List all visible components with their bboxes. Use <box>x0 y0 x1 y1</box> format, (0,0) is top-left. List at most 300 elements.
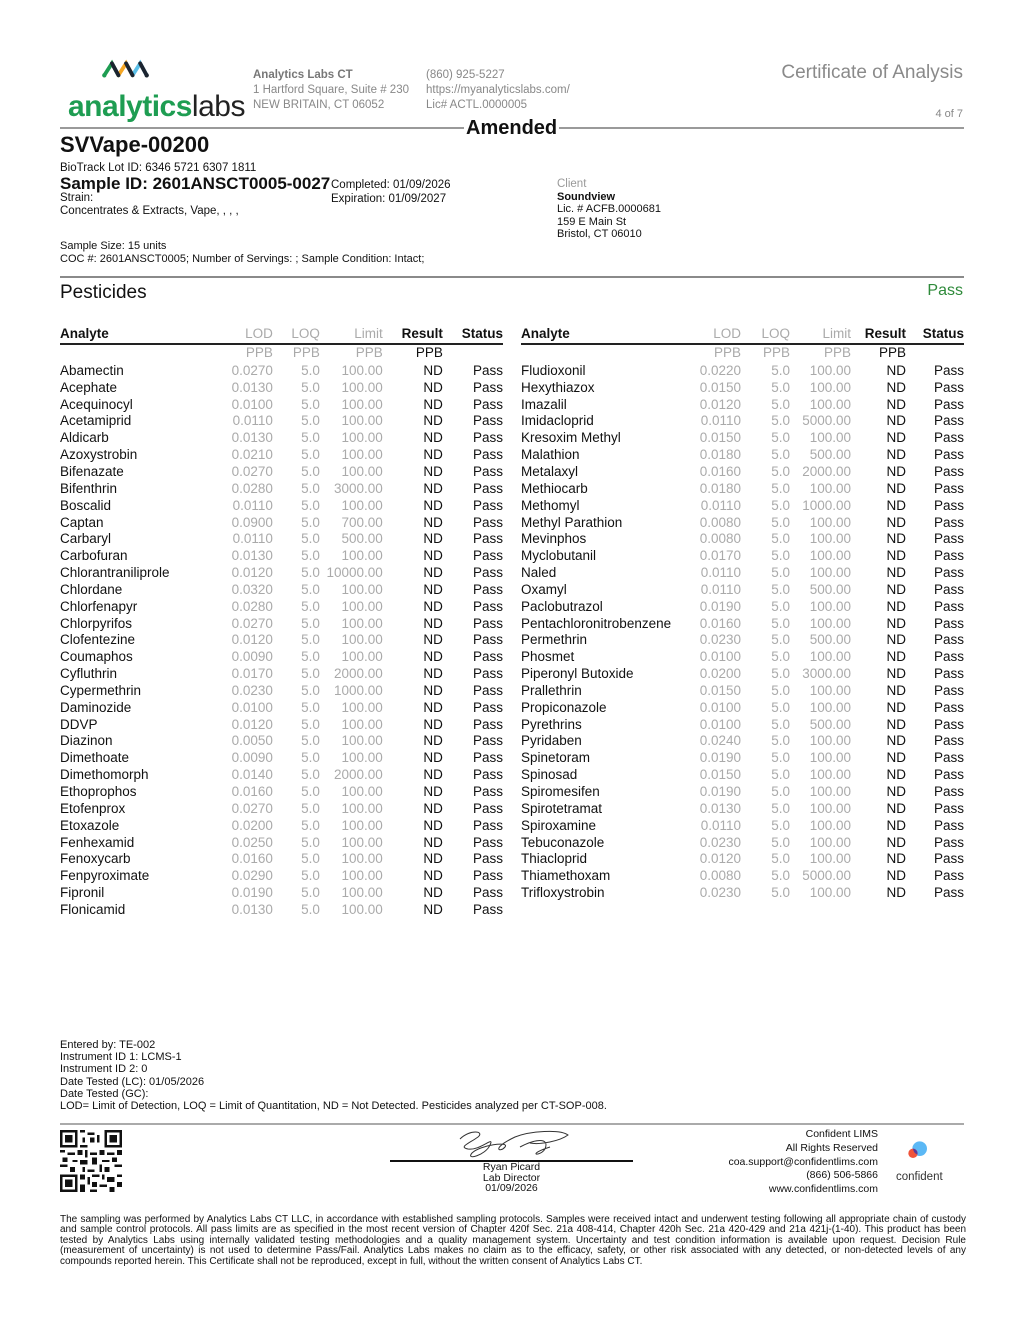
loq-value: 5.0 <box>301 699 320 715</box>
lod-value: 0.0180 <box>699 480 741 496</box>
table-row <box>60 362 503 379</box>
page-number: 4 of 7 <box>935 108 963 120</box>
unit-result: PPB <box>415 345 443 360</box>
result-value: ND <box>423 463 443 479</box>
status-value: Pass <box>472 447 503 463</box>
signer-title: Lab Director <box>482 1171 541 1184</box>
result-value: ND <box>886 649 906 665</box>
limit-value: 100.00 <box>809 851 851 867</box>
lod-value: 0.0110 <box>232 497 273 513</box>
limit-value: 100.00 <box>341 548 383 564</box>
table-row <box>521 514 964 531</box>
analyte-name: Thiacloprid <box>521 851 588 867</box>
limit-value: 100.00 <box>341 413 383 429</box>
loq-value: 5.0 <box>771 430 790 446</box>
confident-wordmark: confident <box>896 1171 943 1183</box>
status-value: Pass <box>472 682 503 698</box>
client-block <box>557 178 661 241</box>
analyte-name: Phosmet <box>521 649 575 665</box>
table-row <box>521 716 964 733</box>
header-limit: Limit <box>354 326 383 341</box>
lims-email-link[interactable]: coa.support@confidentlims.com <box>728 1155 878 1168</box>
loq-value: 5.0 <box>771 649 790 665</box>
loq-value: 5.0 <box>301 548 320 564</box>
lod-value: 0.0180 <box>699 447 741 463</box>
analyte-name: Oxamyl <box>521 581 567 597</box>
limit-value: 100.00 <box>809 800 851 816</box>
result-value: ND <box>423 514 443 530</box>
lod-value: 0.0080 <box>699 868 741 884</box>
result-value: ND <box>886 480 906 496</box>
table-units-row <box>60 345 503 362</box>
analyte-name: Pentachloronitrobenzene <box>521 615 672 631</box>
signature-date: 01/09/2026 <box>485 1182 538 1194</box>
result-value: ND <box>423 447 443 463</box>
limit-value: 100.00 <box>341 800 383 816</box>
table-row <box>60 632 503 649</box>
loq-value: 5.0 <box>771 581 790 597</box>
limit-value: 1000.00 <box>802 497 851 513</box>
lims-name: Confident LIMS <box>805 1128 878 1140</box>
status-value: Pass <box>933 514 964 530</box>
footer-divider <box>60 1123 964 1125</box>
loq-value: 5.0 <box>771 834 790 850</box>
lab-license: Lic# ACTL.0000005 <box>426 99 528 111</box>
analyte-name: Permethrin <box>521 632 588 648</box>
section-title: Pesticides <box>60 282 147 303</box>
status-value: Pass <box>933 531 964 547</box>
loq-value: 5.0 <box>771 447 790 463</box>
status-value: Pass <box>933 362 964 378</box>
table-row <box>60 530 503 547</box>
analyte-name: Fenoxycarb <box>60 851 131 867</box>
header-status: Status <box>922 326 964 341</box>
limit-value: 100.00 <box>809 682 851 698</box>
analyte-name: Fludioxonil <box>521 362 586 378</box>
analyte-name: Paclobutrazol <box>521 598 603 614</box>
lod-value: 0.0270 <box>231 800 273 816</box>
analyte-name: Acetamiprid <box>60 413 132 429</box>
lod-value: 0.0130 <box>231 901 273 917</box>
table-row <box>60 733 503 750</box>
limit-value: 100.00 <box>809 834 851 850</box>
amended-label: Amended <box>466 117 558 139</box>
limit-value: 100.00 <box>341 497 383 513</box>
status-value: Pass <box>933 615 964 631</box>
status-value: Pass <box>933 413 964 429</box>
limit-value: 100.00 <box>341 430 383 446</box>
status-value: Pass <box>933 565 964 581</box>
lod-value: 0.0100 <box>699 699 741 715</box>
status-value: Pass <box>472 531 503 547</box>
result-value: ND <box>886 430 906 446</box>
status-value: Pass <box>933 463 964 479</box>
result-value: ND <box>886 682 906 698</box>
analyte-name: Carbaryl <box>60 531 112 547</box>
analyte-name: Spirotetramat <box>521 800 603 816</box>
product-name: SVVape-00200 <box>60 132 210 157</box>
lod-value: 0.0130 <box>231 548 273 564</box>
result-value: ND <box>886 447 906 463</box>
table-row <box>521 632 964 649</box>
result-value: ND <box>886 733 906 749</box>
limit-value: 100.00 <box>341 632 383 648</box>
loq-value: 5.0 <box>771 817 790 833</box>
result-value: ND <box>423 885 443 901</box>
status-value: Pass <box>933 784 964 800</box>
lod-value: 0.0080 <box>699 531 741 547</box>
lod-value: 0.0250 <box>231 834 273 850</box>
limit-value: 500.00 <box>809 581 851 597</box>
limit-value: 100.00 <box>341 463 383 479</box>
analyte-name: Azoxystrobin <box>60 447 138 463</box>
limit-value: 100.00 <box>809 750 851 766</box>
table-row <box>60 800 503 817</box>
table-row <box>521 362 964 379</box>
table-row <box>60 497 503 514</box>
loq-value: 5.0 <box>301 480 320 496</box>
result-value: ND <box>886 767 906 783</box>
lod-value: 0.0090 <box>231 750 273 766</box>
lod-value: 0.0280 <box>231 598 273 614</box>
analyte-name: Spiromesifen <box>521 784 600 800</box>
result-value: ND <box>886 598 906 614</box>
lod-value: 0.0050 <box>231 733 273 749</box>
result-value: ND <box>423 598 443 614</box>
limit-value: 100.00 <box>341 581 383 597</box>
loq-value: 5.0 <box>301 834 320 850</box>
lod-value: 0.0120 <box>231 716 273 732</box>
limit-value: 100.00 <box>341 447 383 463</box>
signature-icon <box>450 1127 575 1162</box>
limit-value: 100.00 <box>809 514 851 530</box>
table-row <box>60 429 503 446</box>
table-row <box>521 733 964 750</box>
analyte-name: Fenhexamid <box>60 834 135 850</box>
signer-block <box>390 1162 633 1194</box>
loq-value: 5.0 <box>771 767 790 783</box>
table-row <box>521 682 964 699</box>
analyte-name: Diazinon <box>60 733 113 749</box>
lab-url-link[interactable]: https://myanalyticslabs.com/ <box>426 84 570 96</box>
result-value: ND <box>886 615 906 631</box>
status-value: Pass <box>472 885 503 901</box>
status-value: Pass <box>472 413 503 429</box>
loq-value: 5.0 <box>301 767 320 783</box>
analyte-name: Cyfluthrin <box>60 666 118 682</box>
lims-website-link[interactable]: www.confidentlims.com <box>768 1183 878 1196</box>
table-row <box>60 817 503 834</box>
result-value: ND <box>423 413 443 429</box>
loq-value: 5.0 <box>301 649 320 665</box>
table-row <box>60 413 503 430</box>
lod-value: 0.0110 <box>232 413 273 429</box>
lab-contact-block <box>426 68 570 113</box>
table-row <box>60 665 503 682</box>
limit-value: 2000.00 <box>802 463 851 479</box>
loq-value: 5.0 <box>301 396 320 412</box>
analyte-name: Bifenazate <box>60 463 124 479</box>
table-row <box>521 413 964 430</box>
biotrack-lot-id: BioTrack Lot ID: 6346 5721 6307 1811 <box>60 162 257 174</box>
table-row <box>521 379 964 396</box>
table-row <box>521 463 964 480</box>
table-row <box>60 699 503 716</box>
status-value: Pass <box>933 396 964 412</box>
lod-value: 0.0120 <box>699 851 741 867</box>
lod-value: 0.0190 <box>699 598 741 614</box>
loq-value: 5.0 <box>771 548 790 564</box>
status-value: Pass <box>472 598 503 614</box>
result-value: ND <box>886 565 906 581</box>
result-value: ND <box>886 362 906 378</box>
lod-value: 0.0110 <box>700 413 741 429</box>
client-address-2: Bristol, CT 06010 <box>557 228 642 240</box>
result-value: ND <box>423 615 443 631</box>
instrument-id-1: Instrument ID 1: LCMS-1 <box>60 1051 182 1064</box>
status-value: Pass <box>933 750 964 766</box>
header-result: Result <box>864 326 906 341</box>
lod-value: 0.0200 <box>699 666 741 682</box>
loq-value: 5.0 <box>771 868 790 884</box>
loq-value: 5.0 <box>771 497 790 513</box>
lod-value: 0.0230 <box>231 682 273 698</box>
loq-value: 5.0 <box>301 733 320 749</box>
status-value: Pass <box>933 581 964 597</box>
loq-value: 5.0 <box>301 497 320 513</box>
loq-value: 5.0 <box>301 430 320 446</box>
header-lod: LOD <box>713 326 741 341</box>
limit-value: 10000.00 <box>326 565 383 581</box>
analyte-name: Methomyl <box>521 497 580 513</box>
loq-value: 5.0 <box>301 851 320 867</box>
loq-value: 5.0 <box>771 885 790 901</box>
limit-value: 700.00 <box>341 514 383 530</box>
limit-value: 100.00 <box>341 379 383 395</box>
lims-rights: All Rights Reserved <box>785 1141 878 1154</box>
limit-value: 100.00 <box>809 430 851 446</box>
analyte-name: Etoxazole <box>60 817 120 833</box>
table-body <box>521 362 964 901</box>
client-name: Soundview <box>557 190 616 203</box>
header-loq: LOQ <box>761 326 790 341</box>
lod-value: 0.0900 <box>231 514 273 530</box>
qr-code-icon[interactable] <box>60 1130 122 1192</box>
loq-value: 5.0 <box>771 716 790 732</box>
result-value: ND <box>423 868 443 884</box>
table-row <box>60 682 503 699</box>
analyte-name: Kresoxim Methyl <box>521 430 621 446</box>
table-row <box>521 396 964 413</box>
table-row <box>60 850 503 867</box>
lims-info <box>728 1128 878 1197</box>
limit-value: 500.00 <box>809 716 851 732</box>
status-value: Pass <box>933 716 964 732</box>
confident-logo-icon <box>903 1140 943 1170</box>
table-row <box>521 766 964 783</box>
loq-value: 5.0 <box>301 868 320 884</box>
analyte-name: Malathion <box>521 447 580 463</box>
header-limit: Limit <box>822 326 851 341</box>
table-row <box>60 480 503 497</box>
analyte-name: Spinosad <box>521 767 578 783</box>
sample-details <box>60 240 424 265</box>
table-row <box>60 766 503 783</box>
result-value: ND <box>423 767 443 783</box>
table-row <box>60 749 503 766</box>
lod-value: 0.0280 <box>231 480 273 496</box>
status-value: Pass <box>472 480 503 496</box>
limit-value: 100.00 <box>341 817 383 833</box>
table-row <box>521 648 964 665</box>
analyte-name: Thiamethoxam <box>521 868 611 884</box>
test-notes <box>60 1039 607 1112</box>
table-row <box>60 716 503 733</box>
table-row <box>60 446 503 463</box>
lod-value: 0.0120 <box>231 632 273 648</box>
limit-value: 100.00 <box>809 649 851 665</box>
limit-value: 100.00 <box>341 834 383 850</box>
table-row <box>521 783 964 800</box>
entered-by: Entered by: TE-002 <box>60 1039 156 1051</box>
status-value: Pass <box>472 565 503 581</box>
lod-value: 0.0170 <box>699 548 741 564</box>
lod-value: 0.0090 <box>231 649 273 665</box>
analyte-name: Naled <box>521 565 557 581</box>
lod-value: 0.0160 <box>699 615 741 631</box>
loq-value: 5.0 <box>301 716 320 732</box>
analyte-name: Myclobutanil <box>521 548 597 564</box>
limit-value: 100.00 <box>809 767 851 783</box>
lod-value: 0.0100 <box>231 396 273 412</box>
limit-value: 100.00 <box>341 615 383 631</box>
lod-value: 0.0080 <box>699 514 741 530</box>
lab-phone: (860) 925-5227 <box>426 69 505 81</box>
lod-value: 0.0230 <box>699 632 741 648</box>
table-row <box>60 463 503 480</box>
result-value: ND <box>886 379 906 395</box>
signer-name: Ryan Picard <box>482 1161 541 1173</box>
pesticides-table-right <box>521 327 964 901</box>
result-value: ND <box>886 581 906 597</box>
loq-value: 5.0 <box>301 514 320 530</box>
lod-value: 0.0220 <box>699 362 741 378</box>
unit-limit: PPB <box>355 345 383 360</box>
lod-value: 0.0120 <box>231 565 273 581</box>
completed-date: Completed: 01/09/2026 <box>331 179 451 191</box>
result-value: ND <box>423 666 443 682</box>
analyte-name: Coumaphos <box>60 649 133 665</box>
limit-value: 100.00 <box>809 733 851 749</box>
status-value: Pass <box>472 716 503 732</box>
limit-value: 2000.00 <box>334 767 383 783</box>
result-value: ND <box>423 733 443 749</box>
analyte-name: Methyl Parathion <box>521 514 623 530</box>
status-value: Pass <box>933 682 964 698</box>
status-value: Pass <box>472 817 503 833</box>
limit-value: 100.00 <box>809 885 851 901</box>
analyte-name: Metalaxyl <box>521 463 579 479</box>
limit-value: 1000.00 <box>334 682 383 698</box>
loq-value: 5.0 <box>771 531 790 547</box>
date-tested-gc: Date Tested (GC): <box>60 1087 149 1100</box>
result-value: ND <box>886 632 906 648</box>
loq-value: 5.0 <box>301 463 320 479</box>
analyte-name: Piperonyl Butoxide <box>521 666 634 682</box>
status-value: Pass <box>472 548 503 564</box>
result-value: ND <box>423 649 443 665</box>
limit-value: 100.00 <box>341 649 383 665</box>
lod-value: 0.0270 <box>231 615 273 631</box>
client-license: Lic. # ACFB.0000681 <box>557 203 661 215</box>
status-value: Pass <box>933 817 964 833</box>
loq-value: 5.0 <box>301 581 320 597</box>
lod-value: 0.0270 <box>231 463 273 479</box>
limit-value: 100.00 <box>341 733 383 749</box>
lod-value: 0.0200 <box>231 817 273 833</box>
status-value: Pass <box>472 649 503 665</box>
lod-value: 0.0140 <box>231 767 273 783</box>
result-value: ND <box>886 851 906 867</box>
limit-value: 2000.00 <box>334 666 383 682</box>
table-row <box>521 581 964 598</box>
coc-line: COC #: 2601ANSCT0005; Number of Servings: ; Sample Condition: Intact; <box>60 252 425 265</box>
unit-limit: PPB <box>823 345 851 360</box>
unit-result: PPB <box>878 345 906 360</box>
loq-value: 5.0 <box>771 682 790 698</box>
limit-value: 100.00 <box>341 716 383 732</box>
table-row <box>521 497 964 514</box>
lod-value: 0.0150 <box>699 767 741 783</box>
analyte-name: Daminozide <box>60 699 132 715</box>
status-value: Pass <box>933 834 964 850</box>
result-value: ND <box>423 497 443 513</box>
analyte-name: Carbofuran <box>60 548 128 564</box>
analyte-name: Spiroxamine <box>521 817 597 833</box>
limit-value: 100.00 <box>809 480 851 496</box>
analyte-name: Pyridaben <box>521 733 582 749</box>
limit-value: 100.00 <box>809 598 851 614</box>
analyte-name: DDVP <box>60 716 98 732</box>
result-value: ND <box>886 750 906 766</box>
unit-lod: PPB <box>245 345 273 360</box>
instrument-id-2: Instrument ID 2: 0 <box>60 1063 148 1076</box>
analyte-name: Chlorfenapyr <box>60 598 138 614</box>
result-value: ND <box>423 548 443 564</box>
status-value: Pass <box>472 396 503 412</box>
result-value: ND <box>886 868 906 884</box>
lod-value: 0.0100 <box>699 716 741 732</box>
logo-wordmark: analyticslabs <box>68 90 245 123</box>
loq-value: 5.0 <box>771 413 790 429</box>
table-row <box>60 901 503 918</box>
status-value: Pass <box>933 666 964 682</box>
lod-value: 0.0130 <box>231 379 273 395</box>
table-row <box>521 867 964 884</box>
analyte-name: Etofenprox <box>60 800 126 816</box>
lod-value: 0.0110 <box>700 497 741 513</box>
limit-value: 100.00 <box>341 851 383 867</box>
lod-value: 0.0130 <box>231 430 273 446</box>
table-row <box>60 547 503 564</box>
analyte-name: Cypermethrin <box>60 682 142 698</box>
limit-value: 500.00 <box>809 447 851 463</box>
limit-value: 500.00 <box>809 632 851 648</box>
unit-loq: PPB <box>292 345 320 360</box>
loq-value: 5.0 <box>771 699 790 715</box>
status-value: Pass <box>933 868 964 884</box>
table-row <box>521 480 964 497</box>
